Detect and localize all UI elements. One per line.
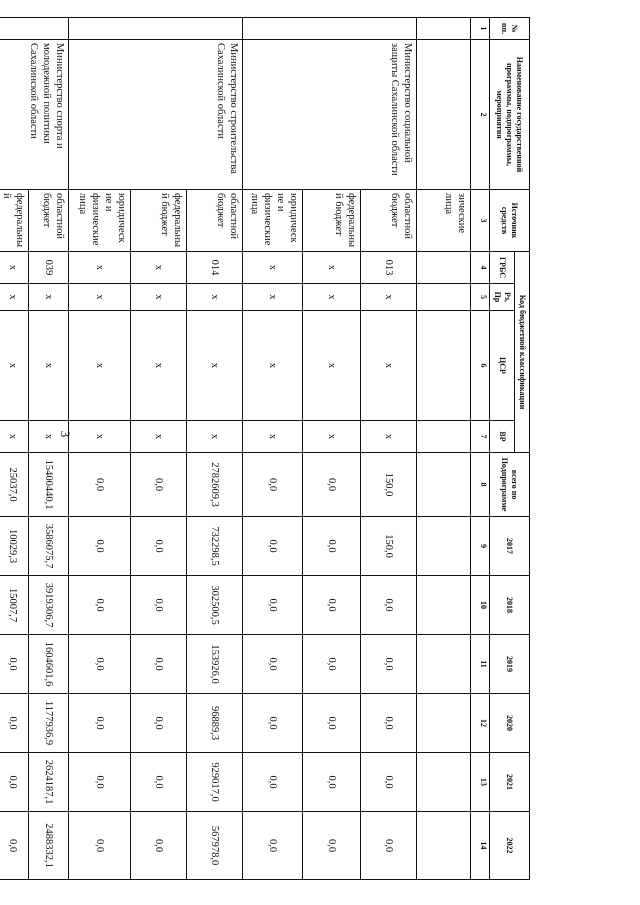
vr-cell: x (131, 421, 187, 453)
header-vr: ВР (490, 421, 515, 453)
source-cell: областной бюджет (29, 190, 69, 252)
source-cell: областной бюджет (187, 190, 243, 252)
year-value: 0,0 (0, 635, 29, 694)
csr-cell: x (29, 311, 69, 421)
rz-pr-cell: x (131, 284, 187, 311)
year-value: 0,0 (243, 635, 303, 694)
column-index: 4 (471, 252, 490, 284)
rz-pr-cell: x (187, 284, 243, 311)
header-year: 2018 (490, 576, 530, 635)
csr-cell: x (243, 311, 303, 421)
source-cell: юридические и физические лица (69, 190, 131, 252)
column-index: 6 (471, 311, 490, 421)
year-value: 2488332,1 (29, 812, 69, 880)
header-grbs: ГРБС (490, 252, 515, 284)
total-cell: 15400440,1 (29, 453, 69, 517)
table-row (187, 18, 243, 880)
budget-table-frame (0, 17, 530, 879)
year-value: 0,0 (0, 812, 29, 880)
rz-pr-cell: x (303, 284, 361, 311)
grbs-cell: 039 (29, 252, 69, 284)
grbs-cell: x (243, 252, 303, 284)
year-value: 0,0 (361, 812, 417, 880)
grbs-cell: x (303, 252, 361, 284)
header-year: 2019 (490, 635, 530, 694)
year-value: 0,0 (69, 517, 131, 576)
rz-pr-cell: x (29, 284, 69, 311)
year-value: 0,0 (69, 812, 131, 880)
year-value: 0,0 (243, 694, 303, 753)
header-year: 2021 (490, 753, 530, 812)
column-index: 5 (471, 284, 490, 311)
year-value: 0,0 (303, 576, 361, 635)
total-cell: 0,0 (303, 453, 361, 517)
source-cell: областной бюджет (361, 190, 417, 252)
rz-pr-cell: x (243, 284, 303, 311)
year-value: 0,0 (0, 753, 29, 812)
year-value: 302500,5 (187, 576, 243, 635)
rz-pr-cell: x (361, 284, 417, 311)
header-budget-code: Код бюджетной классификации (515, 252, 530, 453)
table-row-continued (417, 18, 471, 880)
year-value: 150,0 (361, 517, 417, 576)
total-cell: 0,0 (131, 453, 187, 517)
csr-cell: x (303, 311, 361, 421)
year-value: 0,0 (361, 694, 417, 753)
year-value: 929017,0 (187, 753, 243, 812)
csr-cell: x (187, 311, 243, 421)
vr-cell: x (303, 421, 361, 453)
year-value: 0,0 (0, 694, 29, 753)
total-cell: 0,0 (243, 453, 303, 517)
year-value: 567978,0 (187, 812, 243, 880)
table-row (361, 18, 417, 880)
year-value: 153926,0 (187, 635, 243, 694)
grbs-cell: 014 (187, 252, 243, 284)
year-value: 0,0 (69, 753, 131, 812)
year-value: 0,0 (303, 635, 361, 694)
column-index: 7 (471, 421, 490, 453)
year-value: 0,0 (131, 576, 187, 635)
header-row-1 (515, 18, 530, 880)
total-cell: 25037,0 (0, 453, 29, 517)
column-index: 2 (471, 40, 490, 190)
year-value: 0,0 (69, 635, 131, 694)
header-csr: ЦСР (490, 311, 515, 421)
vr-cell: x (29, 421, 69, 453)
year-value: 0,0 (361, 635, 417, 694)
budget-table (0, 17, 530, 880)
header-year: 2022 (490, 812, 530, 880)
source-cell: федеральный бюджет (131, 190, 187, 252)
column-index: 1 (471, 18, 490, 40)
year-value: 0,0 (69, 576, 131, 635)
year-value: 0,0 (303, 694, 361, 753)
csr-cell: x (361, 311, 417, 421)
year-value: 0,0 (303, 812, 361, 880)
header-total: всего по Подпрограмме (490, 453, 530, 517)
year-value: 96889,3 (187, 694, 243, 753)
vr-cell: x (361, 421, 417, 453)
rz-pr-cell: x (69, 284, 131, 311)
year-value: 0,0 (303, 517, 361, 576)
total-cell: 150,0 (361, 453, 417, 517)
column-index: 13 (471, 753, 490, 812)
table-row (29, 18, 69, 880)
column-index: 8 (471, 453, 490, 517)
csr-cell: x (131, 311, 187, 421)
year-value: 0,0 (131, 753, 187, 812)
source-cell: федеральный бюджет (303, 190, 361, 252)
source-cell: юридические и физические лица (243, 190, 303, 252)
year-value: 15007,7 (0, 576, 29, 635)
source-cell: зические лица (417, 190, 471, 252)
column-index: 3 (471, 190, 490, 252)
year-value: 0,0 (361, 753, 417, 812)
year-value: 0,0 (243, 517, 303, 576)
year-value: 0,0 (131, 635, 187, 694)
grbs-cell: x (131, 252, 187, 284)
csr-cell: x (0, 311, 29, 421)
year-value: 0,0 (243, 576, 303, 635)
header-rz-pr: Рз, Пр (490, 284, 515, 311)
column-index: 9 (471, 517, 490, 576)
year-value: 0,0 (131, 694, 187, 753)
year-value: 1604601,6 (29, 635, 69, 694)
vr-cell: x (0, 421, 29, 453)
rotated-page (0, 17, 530, 879)
total-cell: 0,0 (69, 453, 131, 517)
ministry-name: Министерство строительства Сахалинской области (69, 40, 243, 190)
header-num: № пп. (490, 18, 530, 40)
vr-cell: x (243, 421, 303, 453)
year-value: 0,0 (69, 694, 131, 753)
year-value: 0,0 (131, 517, 187, 576)
year-value: 2624187,1 (29, 753, 69, 812)
year-value: 0,0 (303, 753, 361, 812)
column-index: 11 (471, 635, 490, 694)
grbs-cell: x (0, 252, 29, 284)
year-value: 1177936,9 (29, 694, 69, 753)
ministry-name: Министерство спорта и молодежной политики Сахалинской области (0, 40, 69, 190)
year-value: 0,0 (131, 812, 187, 880)
header-year: 2020 (490, 694, 530, 753)
total-cell: 2782609,3 (187, 453, 243, 517)
header-year: 2017 (490, 517, 530, 576)
year-value: 0,0 (243, 812, 303, 880)
header-source: Источник средств (490, 190, 530, 252)
ministry-name: Министерство социальной защиты Сахалинской области (243, 40, 417, 190)
year-value: 0,0 (243, 753, 303, 812)
year-value: 10029,3 (0, 517, 29, 576)
grbs-cell: x (69, 252, 131, 284)
rz-pr-cell: x (0, 284, 29, 311)
column-index: 12 (471, 694, 490, 753)
page-number: 3 (58, 430, 73, 438)
column-index-row (471, 18, 490, 880)
column-index: 10 (471, 576, 490, 635)
header-name: Наименование государственной программы, подпрограммы, мероприятия (490, 40, 530, 190)
year-value: 0,0 (361, 576, 417, 635)
year-value: 3586075,7 (29, 517, 69, 576)
year-value: 3919306,7 (29, 576, 69, 635)
column-index: 14 (471, 812, 490, 880)
csr-cell: x (69, 311, 131, 421)
grbs-cell: 013 (361, 252, 417, 284)
vr-cell: x (69, 421, 131, 453)
vr-cell: x (187, 421, 243, 453)
year-value: 732298,5 (187, 517, 243, 576)
source-cell: федеральный (0, 190, 29, 252)
